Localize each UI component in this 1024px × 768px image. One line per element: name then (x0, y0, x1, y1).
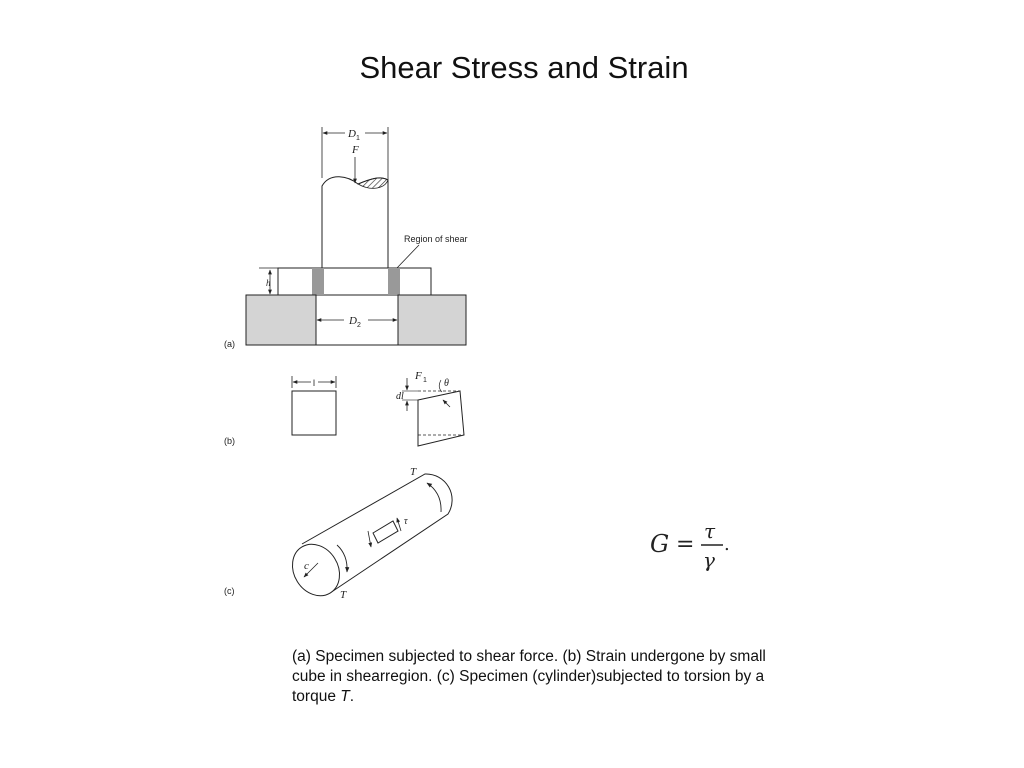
region-of-shear-label: Region of shear (404, 234, 468, 244)
formula-equals: = (676, 532, 695, 557)
formula-numerator: τ (704, 519, 716, 543)
die-right (398, 295, 466, 345)
shear-region-right (388, 268, 400, 295)
radius-c-label: c (304, 560, 309, 572)
force-f1-label: F (415, 370, 422, 382)
d2-label: D (349, 315, 357, 327)
torque-top-label: T (410, 466, 417, 478)
force-f-label: F (352, 144, 359, 156)
punch-outline (322, 177, 388, 268)
figure-caption (292, 647, 782, 707)
shear-region-left (312, 268, 324, 295)
dl-label: dl (396, 391, 404, 402)
panel-b (224, 370, 464, 446)
d1-label: D (348, 128, 356, 140)
panel-a (224, 127, 468, 349)
region-leader (396, 245, 419, 269)
formula-denominator: γ (703, 548, 715, 572)
torque-bottom-label: T (340, 589, 347, 601)
h-label: h (266, 278, 271, 288)
specimen-plate (278, 268, 431, 295)
theta-label: θ (444, 378, 449, 389)
die-left (246, 295, 316, 345)
caption-text: (a) Specimen subjected to shear force. (b) Strain undergone by small cube in shearregion. (c) Specimen (cylinder)subjected to torsion by a torque (292, 648, 766, 705)
d2-subscript: 2 (357, 322, 361, 329)
shear-modulus-formula (650, 519, 730, 572)
caption-end: . (349, 688, 355, 705)
deformed-cube (418, 391, 464, 446)
d1-subscript: 1 (356, 135, 360, 142)
formula-lhs: G (650, 530, 670, 558)
panel-a-label: (a) (224, 339, 235, 349)
panel-b-label: (b) (224, 436, 235, 446)
slide-title: Shear Stress and Strain (359, 50, 689, 85)
undeformed-cube (292, 391, 336, 435)
tau-label: τ (404, 516, 408, 527)
force-f1-subscript: 1 (423, 377, 427, 384)
punch-section-hatch (358, 178, 388, 188)
theta-arc (439, 380, 442, 392)
panel-c (224, 466, 452, 605)
panel-c-label: (c) (224, 586, 235, 596)
formula-period: . (724, 534, 730, 555)
caption-torque: T (340, 688, 350, 705)
cube-side-label: l (313, 378, 315, 388)
